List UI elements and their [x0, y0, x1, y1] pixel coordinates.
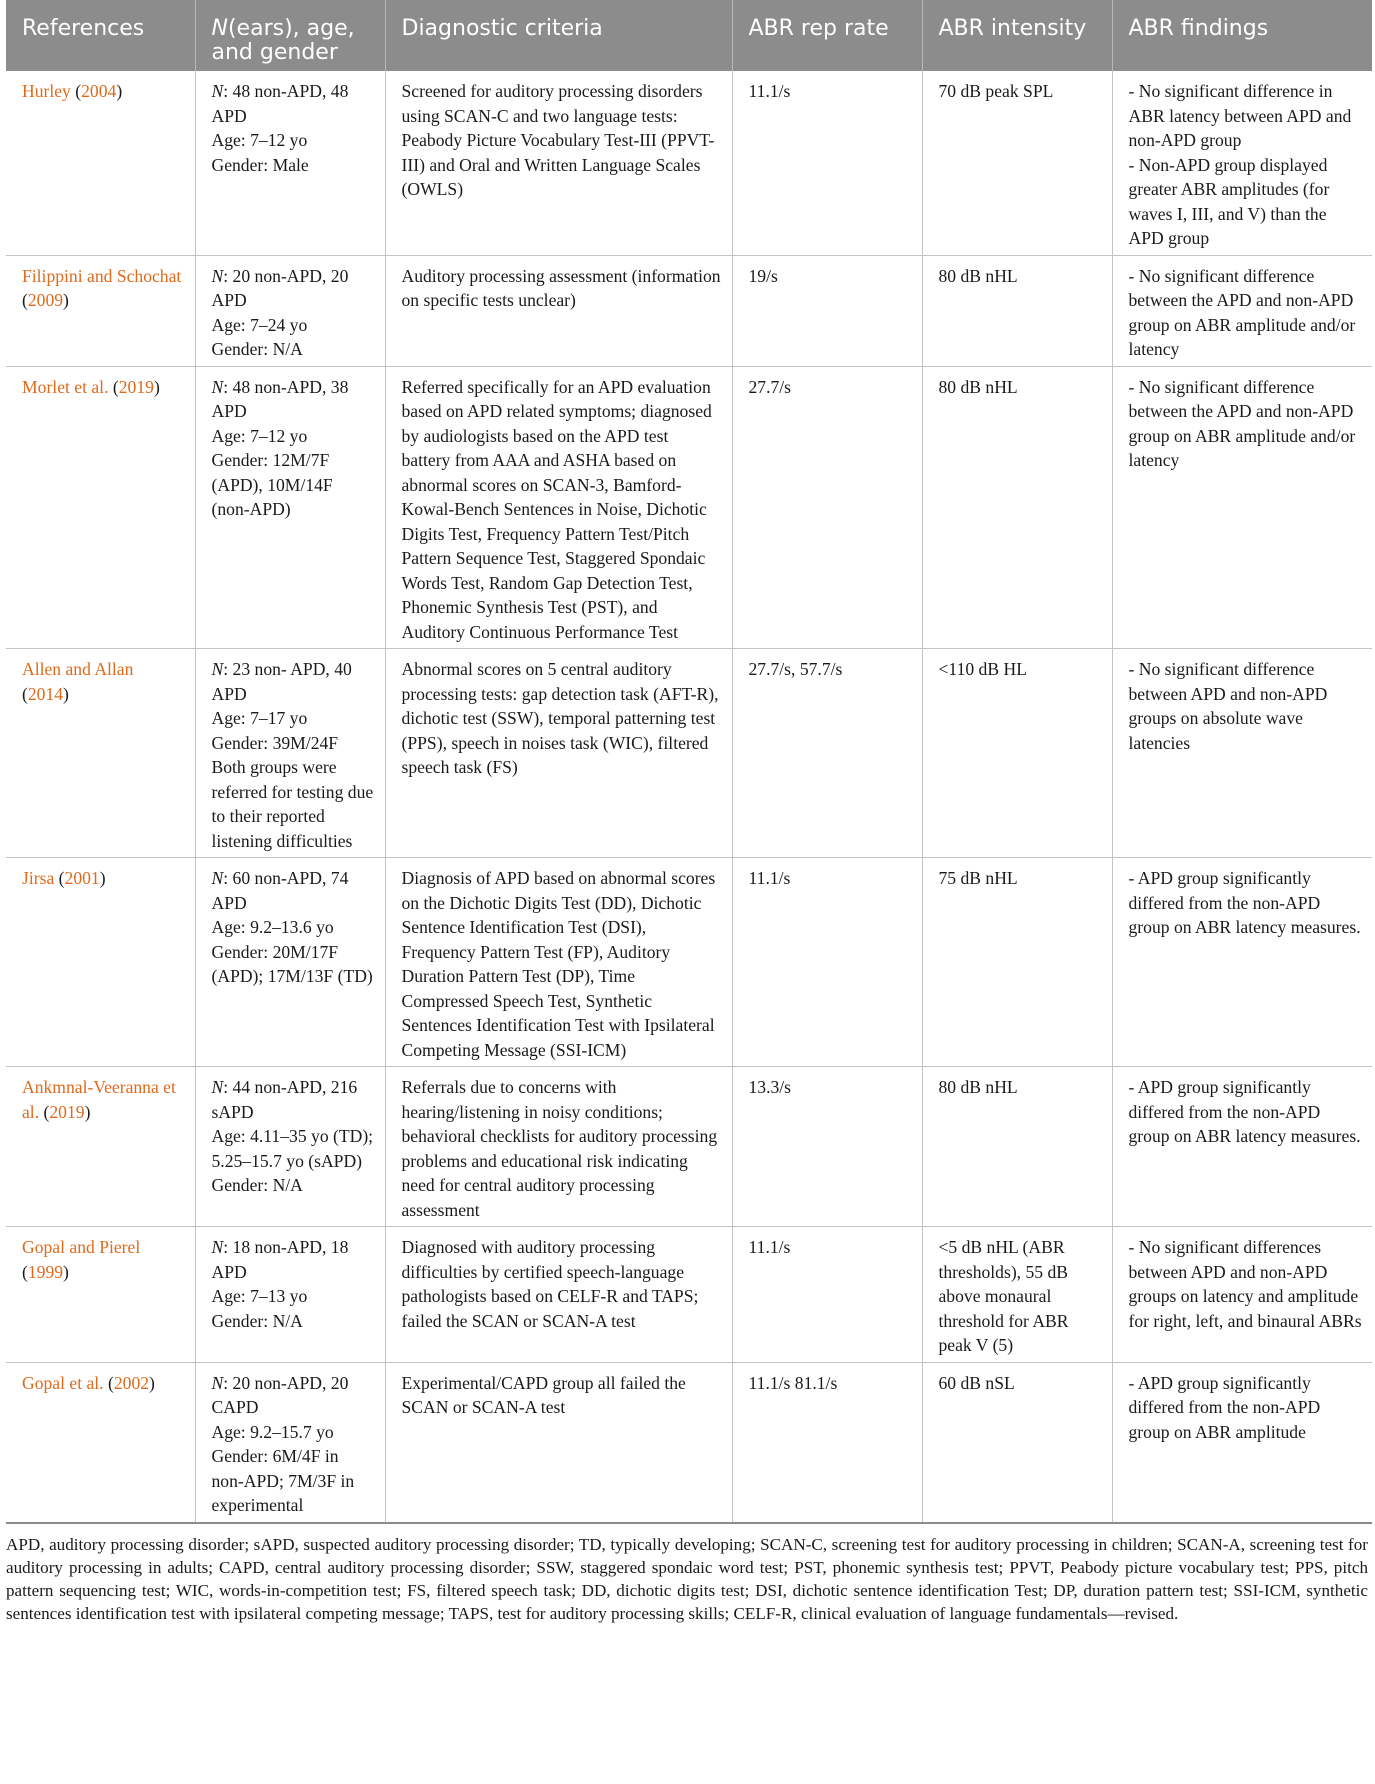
age-value: Age: 7–17 yo [211, 708, 308, 728]
age-value: Age: 7–12 yo [211, 425, 308, 446]
table-row [6, 71, 1372, 255]
cell-reference: Morlet et al. (2019) [6, 366, 195, 649]
rep-rate-value: 13.3/s [748, 1077, 792, 1097]
n-line: N: 48 non-APD, 38 APD [211, 376, 349, 421]
criteria-text: Auditory processing assessment (information on specific tests unclear) [401, 265, 721, 310]
cell-diagnostic-criteria [385, 71, 732, 255]
intensity-value: <5 dB nHL (ABR thresholds), 55 dB above monaural threshold for ABR peak V (5) [938, 1237, 1069, 1355]
reference-author-link[interactable]: Hurley [22, 81, 71, 101]
rep-rate-value: 11.1/s [748, 1237, 791, 1257]
table-footnote: APD, auditory processing disorder; sAPD, suspected auditory processing disorder; TD, typically developing; SCAN-C, screening test for auditory processing in children; SCAN-A, screening test for auditory processing in adults; CAPD, central auditory processing disorder; SSW, staggered spondaic word test; PST, phonemic synthesis test; PPVT, Peabody picture vocabulary test; PPS, pitch pattern sequencing test; WIC, words-in-competition test; FS, filtered speech task; DD, dichotic digits test; DSI, dichotic sentence identification Test; DP, duration pattern test; SSI-ICM, synthetic sentences identification test with ipsilateral competing message; TAPS, test for auditory processing skills; CELF-R, clinical evaluation of language fundamentals—revised. [6, 1534, 1368, 1623]
n-italic-label: N [211, 868, 224, 888]
header-n-rest: (ears), age, and gender [211, 16, 355, 65]
cell-n-age-gender [195, 1227, 385, 1363]
n-line: N: 23 non- APD, 40 APD [211, 659, 352, 704]
header-diagnostic-criteria [385, 0, 732, 71]
n-italic-label: N [211, 1372, 224, 1393]
age-value: Age: 7–13 yo [211, 1286, 308, 1306]
reference-year-link[interactable]: 2002 [113, 1372, 150, 1393]
n-italic-label: N [211, 1237, 224, 1257]
header-references-label: References [22, 16, 145, 41]
n-italic-label: N [211, 376, 224, 397]
criteria-text: Diagnosis of APD based on abnormal scores on the Dichotic Digits Test (DD), Dichotic Sentence Identification Test (DSI), Frequency Pattern Test (FP), Auditory Duration Pattern Test (DP), Time Compressed Speech Test, Synthetic Sentences Identification Test with Ipsilateral Competing Message (SSI-ICM) [401, 868, 716, 1060]
header-diagnostic-label: Diagnostic criteria [401, 16, 603, 41]
cell-diagnostic-criteria [385, 366, 732, 649]
criteria-text: Referrals due to concerns with hearing/listening in noisy conditions; behavioral checklists for auditory processing problems and educational risk indicating need for central auditory processing assessment [401, 1077, 718, 1220]
finding-line: - APD group significantly differed from the non-APD group on ABR latency measures. [1128, 868, 1361, 937]
header-findings [1112, 0, 1372, 71]
n-line: N: 60 non-APD, 74 APD [211, 868, 349, 913]
header-n-italic: N [211, 16, 228, 41]
gender-value: Gender: 12M/7F (APD), 10M/14F (non-APD) [211, 450, 333, 519]
table-row [6, 366, 1372, 649]
finding-line: - Non-APD group displayed greater ABR amplitudes (for waves I, III, and V) than the APD group [1128, 154, 1330, 248]
header-row [6, 0, 1372, 71]
header-intensity [922, 0, 1112, 71]
cell-reference: Gopal and Pierel (1999) [6, 1227, 195, 1363]
age-value: Age: 4.11–35 yo (TD); 5.25–15.7 yo (sAPD) [211, 1126, 374, 1171]
finding-line: - No significant difference in ABR latency between APD and non-APD group [1128, 81, 1352, 150]
rep-rate-value: 11.1/s [748, 868, 791, 888]
intensity-value: 80 dB nHL [938, 376, 1018, 397]
header-references [6, 0, 195, 71]
header-rep-rate-label: ABR rep rate [748, 16, 889, 41]
cell-intensity [922, 366, 1112, 649]
finding-line: - No significant difference between the APD and non-APD group on ABR amplitude and/or latency [1128, 376, 1356, 470]
n-value: 60 non-APD, 74 APD [211, 868, 349, 913]
n-line: N: 20 non-APD, 20 CAPD [211, 1372, 349, 1417]
cell-diagnostic-criteria [385, 1362, 732, 1523]
reference-year-link[interactable]: 2004 [81, 81, 117, 101]
cell-n-age-gender [195, 71, 385, 255]
cell-findings [1112, 1362, 1372, 1523]
gender-value: Gender: N/A [211, 1310, 303, 1331]
n-value: 23 non- APD, 40 APD [211, 659, 352, 704]
header-intensity-label: ABR intensity [938, 16, 1087, 41]
criteria-text: Screened for auditory processing disorders using SCAN-C and two language tests: Peabody Picture Vocabulary Test-III (PPVT-III) and Oral and Written Language Scales (OWLS) [401, 81, 715, 199]
cell-findings [1112, 1067, 1372, 1227]
gender-value: Gender: N/A [211, 1175, 303, 1195]
cell-n-age-gender [195, 1362, 385, 1523]
intensity-value: 60 dB nSL [938, 1372, 1015, 1393]
n-value: 44 non-APD, 216 sAPD [211, 1077, 358, 1122]
gender-value: Gender: 39M/24F Both groups were referred for testing due to their reported listening difficulties [211, 732, 374, 851]
cell-rep-rate [732, 366, 922, 649]
rep-rate-value: 11.1/s 81.1/s [748, 1372, 838, 1393]
rep-rate-value: 27.7/s, 57.7/s [748, 659, 843, 679]
n-italic-label: N [211, 81, 224, 101]
reference-author-link[interactable]: Gopal et al. [22, 1372, 104, 1393]
cell-reference: Jirsa (2001) [6, 858, 195, 1067]
finding-line: - No significant difference between the APD and non-APD group on ABR amplitude and/or latency [1128, 265, 1356, 359]
n-italic-label: N [211, 1077, 224, 1097]
cell-findings [1112, 858, 1372, 1067]
n-line: N: 44 non-APD, 216 sAPD [211, 1077, 358, 1122]
abr-studies-table [6, 0, 1372, 1524]
reference-year-link[interactable]: 2019 [118, 376, 154, 397]
n-italic-label: N [211, 659, 224, 679]
n-value: 48 non-APD, 48 APD [211, 81, 349, 126]
reference-author-link[interactable]: Ankmnal-Veeranna et al. [22, 1077, 176, 1122]
cell-n-age-gender [195, 366, 385, 649]
criteria-text: Diagnosed with auditory processing difficulties by certified speech-language pathologists based on CELF-R and TAPS; failed the SCAN or SCAN-A test [401, 1237, 699, 1331]
cell-reference: Hurley (2004) [6, 71, 195, 255]
cell-intensity [922, 649, 1112, 858]
n-value: 20 non-APD, 20 APD [211, 265, 349, 310]
reference-year-link[interactable]: 2009 [27, 290, 64, 310]
rep-rate-value: 19/s [748, 265, 778, 286]
n-value: 20 non-APD, 20 CAPD [211, 1372, 349, 1417]
reference-year-link[interactable]: 2014 [27, 683, 64, 704]
cell-intensity [922, 255, 1112, 366]
age-value: Age: 7–24 yo [211, 314, 308, 335]
cell-rep-rate [732, 858, 922, 1067]
intensity-value: 70 dB peak SPL [938, 81, 1054, 101]
header-rep-rate [732, 0, 922, 71]
cell-findings [1112, 649, 1372, 858]
gender-value: Gender: 20M/17F (APD); 17M/13F (TD) [211, 941, 373, 986]
n-value: 48 non-APD, 38 APD [211, 376, 349, 421]
n-line: N: 20 non-APD, 20 APD [211, 265, 349, 310]
finding-line: - No significant differences between APD and non-APD groups on latency and amplitude for right, left, and binaural ABRs [1128, 1237, 1362, 1331]
rep-rate-value: 27.7/s [748, 376, 792, 397]
finding-line: - APD group significantly differed from the non-APD group on ABR amplitude [1128, 1372, 1321, 1442]
cell-rep-rate [732, 1227, 922, 1363]
age-value: Age: 7–12 yo [211, 130, 308, 150]
document-page [6, 0, 1372, 1625]
reference-author-link[interactable]: Jirsa [22, 868, 55, 888]
cell-rep-rate [732, 1067, 922, 1227]
gender-value: Gender: Male [211, 154, 309, 175]
gender-value: Gender: 6M/4F in non-APD; 7M/3F in experimental [211, 1446, 355, 1515]
table-body [6, 71, 1372, 1523]
header-n-age-gender [195, 0, 385, 71]
cell-reference: Filippini and Schochat (2009) [6, 255, 195, 366]
finding-line: - APD group significantly differed from the non-APD group on ABR latency measures. [1128, 1077, 1361, 1146]
cell-diagnostic-criteria [385, 858, 732, 1067]
cell-n-age-gender [195, 1067, 385, 1227]
cell-reference: Ankmnal-Veeranna et al. (2019) [6, 1067, 195, 1227]
age-value: Age: 9.2–15.7 yo [211, 1421, 334, 1442]
criteria-text: Experimental/CAPD group all failed the SCAN or SCAN-A test [401, 1372, 686, 1417]
cell-rep-rate [732, 1362, 922, 1523]
table-row [6, 1227, 1372, 1363]
table-row [6, 255, 1372, 366]
finding-line: - No significant difference between APD and non-APD groups on absolute wave latencies [1128, 659, 1328, 753]
intensity-value: 80 dB nHL [938, 265, 1018, 286]
gender-value: Gender: N/A [211, 339, 303, 359]
cell-intensity [922, 71, 1112, 255]
cell-n-age-gender [195, 255, 385, 366]
criteria-text: Referred specifically for an APD evaluation based on APD related symptoms; diagnosed by audiologists based on the APD test battery from AAA and ASHA based on abnormal scores on SCAN-3, Bamford-Kowal-Bench Sentences in Noise, Dichotic Digits Test, Frequency Pattern Test/Pitch Pattern Sequence Test, Staggered Spondaic Words Test, Random Gap Detection Test, Phonemic Synthesis Test (PST), and Auditory Continuous Performance Test [401, 376, 712, 642]
reference-author-link[interactable]: Gopal and Pierel [22, 1237, 141, 1257]
cell-rep-rate [732, 71, 922, 255]
cell-intensity [922, 1362, 1112, 1523]
cell-n-age-gender [195, 649, 385, 858]
cell-reference: Allen and Allan (2014) [6, 649, 195, 858]
cell-rep-rate [732, 255, 922, 366]
n-value: 18 non-APD, 18 APD [211, 1237, 349, 1282]
cell-intensity [922, 858, 1112, 1067]
cell-findings [1112, 71, 1372, 255]
cell-rep-rate [732, 649, 922, 858]
cell-n-age-gender [195, 858, 385, 1067]
cell-diagnostic-criteria [385, 255, 732, 366]
intensity-value: 80 dB nHL [938, 1077, 1018, 1097]
cell-intensity [922, 1067, 1112, 1227]
reference-author-link[interactable]: Morlet et al. [22, 376, 109, 397]
cell-intensity [922, 1227, 1112, 1363]
n-line: N: 18 non-APD, 18 APD [211, 1237, 349, 1282]
table-row [6, 1362, 1372, 1523]
rep-rate-value: 11.1/s [748, 81, 791, 101]
table-header [6, 0, 1372, 71]
cell-diagnostic-criteria [385, 1227, 732, 1363]
reference-author-link[interactable]: Filippini and Schochat [22, 265, 182, 286]
cell-reference: Gopal et al. (2002) [6, 1362, 195, 1523]
reference-year-link[interactable]: 2019 [49, 1101, 85, 1122]
n-italic-label: N [211, 265, 224, 286]
reference-year-link[interactable]: 1999 [27, 1261, 64, 1282]
criteria-text: Abnormal scores on 5 central auditory processing tests: gap detection task (AFT-R), dichotic test (SSW), temporal patterning test (PPS), speech in noises task (WIC), filtered speech task (FS) [401, 659, 719, 777]
age-value: Age: 9.2–13.6 yo [211, 917, 334, 937]
cell-diagnostic-criteria [385, 1067, 732, 1227]
intensity-value: <110 dB HL [938, 659, 1027, 679]
header-findings-label: ABR findings [1128, 16, 1269, 41]
cell-findings [1112, 366, 1372, 649]
cell-findings [1112, 1227, 1372, 1363]
table-row [6, 649, 1372, 858]
cell-diagnostic-criteria [385, 649, 732, 858]
reference-year-link[interactable]: 2001 [64, 868, 100, 888]
table-row [6, 858, 1372, 1067]
reference-author-link[interactable]: Allen and Allan [22, 659, 134, 679]
table-row [6, 1067, 1372, 1227]
intensity-value: 75 dB nHL [938, 868, 1018, 888]
n-line: N: 48 non-APD, 48 APD [211, 81, 349, 126]
cell-findings [1112, 255, 1372, 366]
